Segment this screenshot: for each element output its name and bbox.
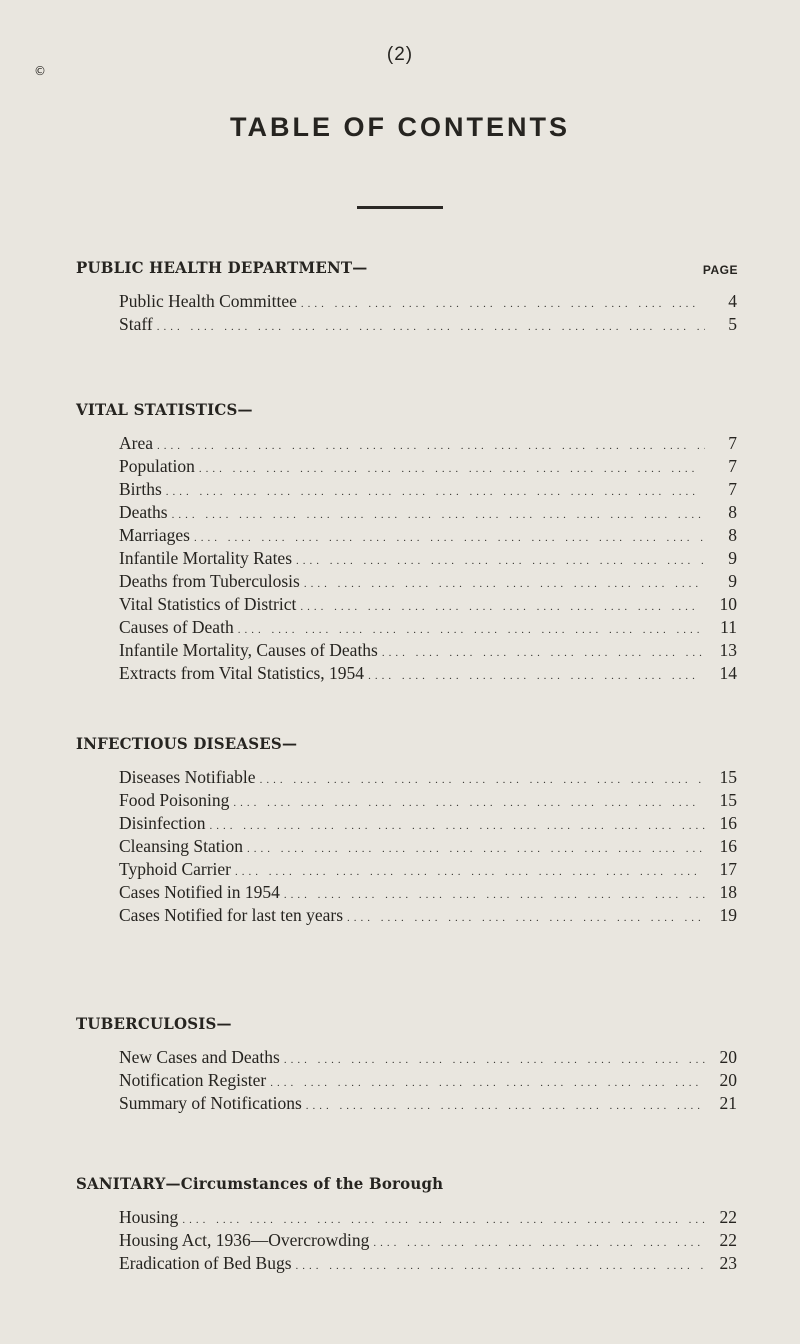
toc-entry-label: Infantile Mortality Rates [119, 548, 293, 568]
toc-entry-label: Population [119, 456, 195, 476]
page-column-label: PAGE [702, 263, 738, 277]
dot-leader [235, 861, 705, 884]
dot-leader [247, 838, 705, 861]
toc-entry-page: 5 [728, 314, 737, 334]
toc-entry [119, 616, 737, 639]
toc-entry-list [119, 1046, 737, 1115]
toc-entry-label: New Cases and Deaths [119, 1047, 280, 1067]
toc-entry-label: Diseases Notifiable [119, 767, 256, 787]
toc-entry-label: Eradication of Bed Bugs [119, 1253, 292, 1273]
toc-entry-page: 21 [719, 1093, 737, 1113]
dot-leader [368, 665, 705, 688]
toc-entry [119, 547, 737, 570]
toc-entry-label: Housing Act, 1936—Overcrowding [119, 1230, 370, 1250]
dot-leader [373, 1232, 705, 1255]
toc-entry [119, 1092, 737, 1115]
toc-entry [119, 290, 737, 313]
toc-entry-page: 10 [719, 594, 737, 614]
dot-leader [301, 293, 705, 316]
dot-leader [300, 596, 705, 619]
toc-entry-label: Infantile Mortality, Causes of Deaths [119, 640, 378, 660]
toc-entry-page: 11 [720, 617, 737, 637]
dot-leader [296, 550, 705, 573]
dot-leader [306, 1095, 705, 1118]
toc-entry-page: 22 [719, 1207, 737, 1227]
toc-entry [119, 455, 737, 478]
page-number: (2) [386, 44, 414, 65]
toc-entry-page: 14 [719, 663, 737, 683]
toc-entry [119, 1046, 737, 1069]
toc-entry-page: 15 [719, 790, 737, 810]
toc-entry-label: Cases Notified for last ten years [119, 905, 344, 925]
dot-leader [166, 481, 705, 504]
dot-leader [304, 573, 705, 596]
toc-entry [119, 313, 737, 336]
toc-entry-page: 8 [728, 525, 737, 545]
toc-entry-label: Notification Register [119, 1070, 267, 1090]
toc-entry-label: Typhoid Carrier [119, 859, 232, 879]
toc-entry-label: Extracts from Vital Statistics, 1954 [119, 663, 365, 683]
toc-entry [119, 1229, 737, 1252]
toc-entry-label: Marriages [119, 525, 190, 545]
toc-entry-label: Disinfection [119, 813, 206, 833]
toc-entry-page: 22 [719, 1230, 737, 1250]
toc-entry [119, 570, 737, 593]
toc-entry [119, 639, 737, 662]
toc-entry-page: 15 [719, 767, 737, 787]
toc-entry-page: 13 [719, 640, 737, 660]
dot-leader [172, 504, 705, 527]
toc-entry-page: 18 [719, 882, 737, 902]
dot-leader [157, 316, 705, 339]
section-heading: SANITARY—Circumstances of the Borough [76, 1174, 444, 1194]
toc-entry-label: Deaths from Tuberculosis [119, 571, 300, 591]
toc-entry-page: 17 [719, 859, 737, 879]
toc-entry-page: 7 [728, 433, 737, 453]
margin-mark: © [34, 64, 46, 78]
dot-leader [270, 1072, 705, 1095]
dot-leader [157, 435, 705, 458]
toc-entry-page: 7 [728, 479, 737, 499]
dot-leader [347, 907, 705, 930]
toc-entry [119, 789, 737, 812]
toc-entry-label: Vital Statistics of District [119, 594, 297, 614]
toc-entry-label: Staff [119, 314, 153, 334]
toc-entry-label: Cleansing Station [119, 836, 243, 856]
toc-entry [119, 432, 737, 455]
toc-entry-label: Housing [119, 1207, 179, 1227]
toc-entry-page: 16 [719, 836, 737, 856]
toc-entry-page: 9 [728, 548, 737, 568]
section-heading: TUBERCULOSIS— [76, 1014, 232, 1034]
toc-entry [119, 501, 737, 524]
dot-leader [382, 642, 705, 665]
toc-entry-page: 19 [719, 905, 737, 925]
toc-entry-list [119, 432, 737, 685]
section-heading: VITAL STATISTICS— [76, 400, 253, 420]
toc-entry [119, 881, 737, 904]
title-divider [357, 206, 443, 209]
toc-entry [119, 524, 737, 547]
toc-entry-list [119, 766, 737, 927]
toc-entry [119, 1252, 737, 1275]
toc-entry-page: 9 [728, 571, 737, 591]
toc-entry [119, 835, 737, 858]
toc-entry [119, 904, 737, 927]
toc-entry [119, 1069, 737, 1092]
toc-entry-label: Cases Notified in 1954 [119, 882, 280, 902]
toc-entry-label: Public Health Committee [119, 291, 297, 311]
toc-entry-page: 16 [719, 813, 737, 833]
dot-leader [284, 1049, 705, 1072]
dot-leader [233, 792, 705, 815]
dot-leader [284, 884, 705, 907]
toc-entry-page: 8 [728, 502, 737, 522]
toc-entry-label: Births [119, 479, 162, 499]
toc-entry [119, 812, 737, 835]
toc-entry-page: 20 [719, 1070, 737, 1090]
toc-entry [119, 858, 737, 881]
dot-leader [296, 1255, 705, 1278]
toc-entry [119, 1206, 737, 1229]
toc-entry-label: Deaths [119, 502, 168, 522]
toc-entry-label: Summary of Notifications [119, 1093, 302, 1113]
toc-entry [119, 766, 737, 789]
dot-leader [199, 458, 705, 481]
toc-entry-page: 4 [728, 291, 737, 311]
toc-entry [119, 593, 737, 616]
toc-entry-page: 20 [719, 1047, 737, 1067]
dot-leader [210, 815, 705, 838]
toc-entry-list [119, 290, 737, 336]
section-heading: PUBLIC HEALTH DEPARTMENT— [76, 258, 368, 278]
toc-entry-list [119, 1206, 737, 1275]
toc-entry-label: Causes of Death [119, 617, 234, 637]
dot-leader [260, 769, 705, 792]
toc-entry-page: 7 [728, 456, 737, 476]
section-heading: INFECTIOUS DISEASES— [76, 734, 298, 754]
toc-entry-label: Area [119, 433, 154, 453]
page-title: TABLE OF CONTENTS [230, 112, 570, 142]
toc-entry [119, 478, 737, 501]
toc-entry-page: 23 [719, 1253, 737, 1273]
toc-entry [119, 662, 737, 685]
toc-entry-label: Food Poisoning [119, 790, 230, 810]
